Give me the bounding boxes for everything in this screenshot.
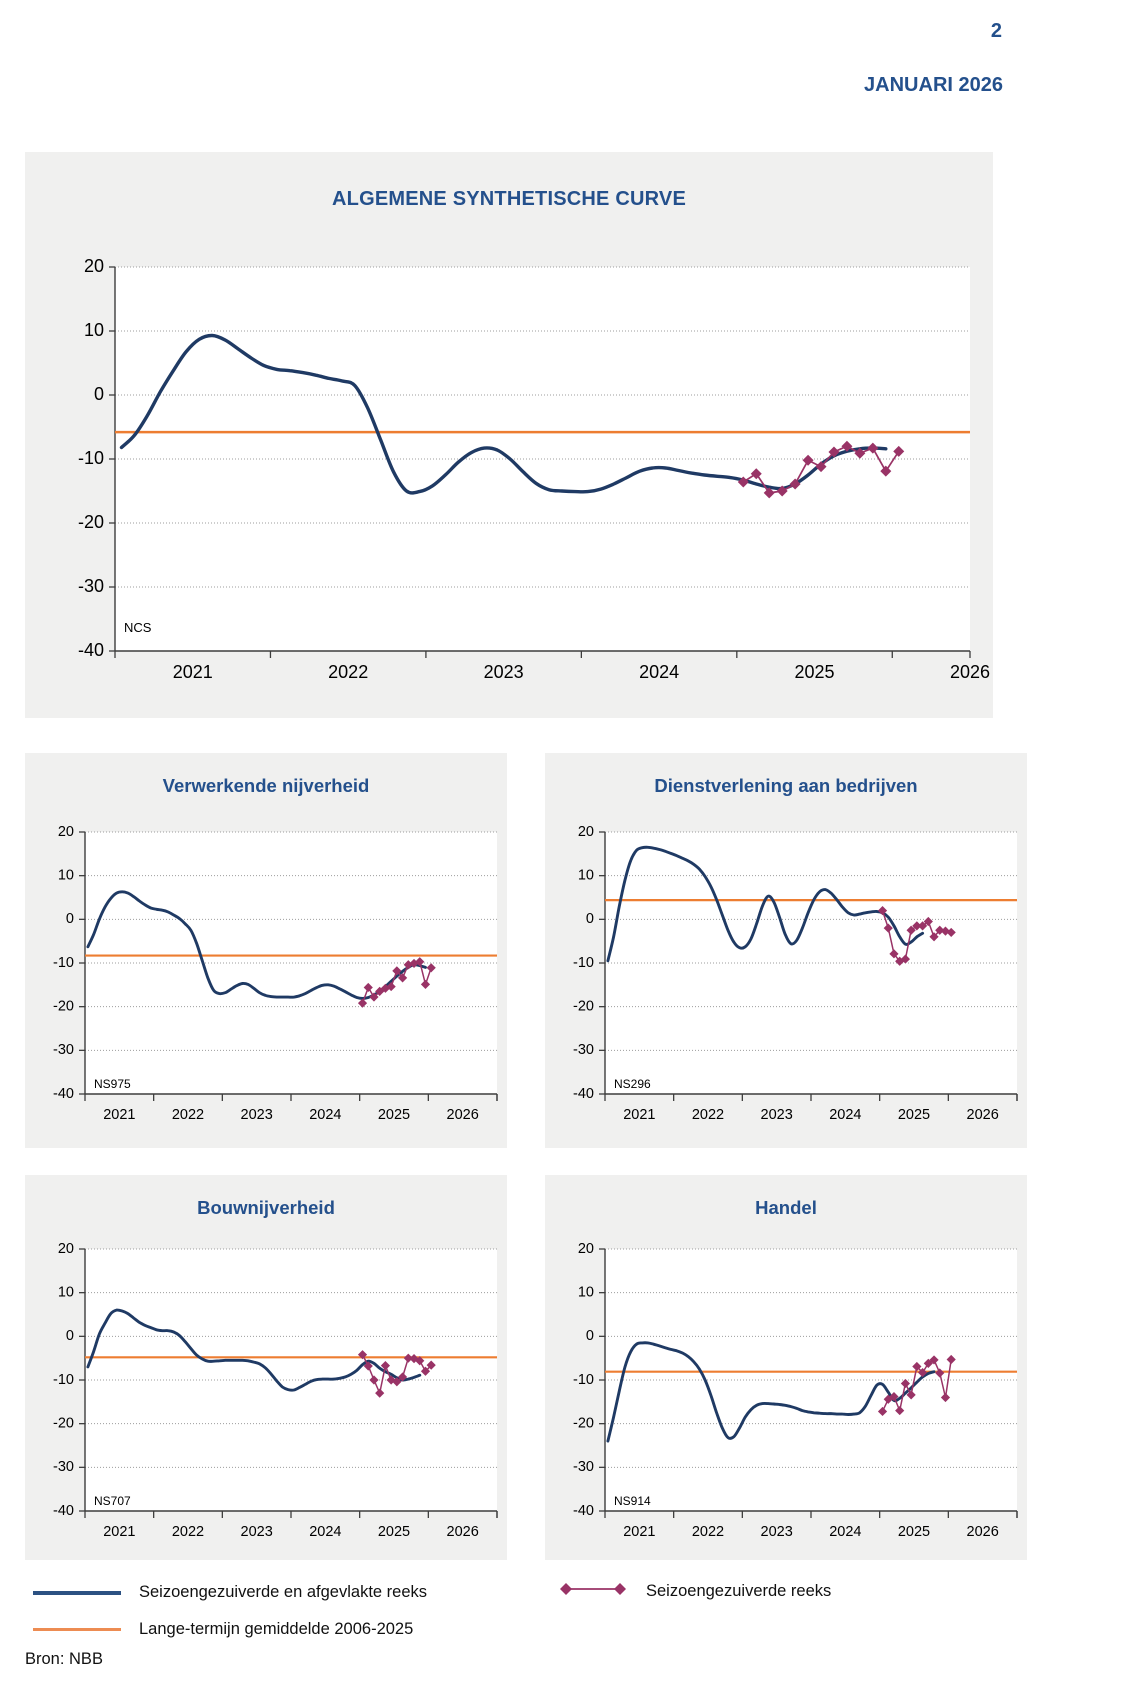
svg-text:2021: 2021 (103, 1524, 136, 1540)
chart-panel-diensten (545, 753, 1027, 1148)
svg-text:0: 0 (65, 911, 74, 928)
svg-text:20: 20 (577, 823, 594, 840)
chart-title-bouw: Bouwnijverheid (197, 1197, 335, 1218)
legend-label-seasonal: Seizoengezuiverde reeks (646, 1582, 832, 1600)
svg-text:10: 10 (57, 867, 74, 884)
svg-text:-30: -30 (573, 1042, 594, 1059)
chart-panel-ncs (25, 152, 993, 718)
source-note: Bron: NBB (25, 1650, 103, 1668)
svg-text:-40: -40 (77, 639, 104, 660)
chart-panel-handel (545, 1175, 1027, 1560)
svg-text:2021: 2021 (103, 1107, 136, 1123)
svg-text:-10: -10 (53, 1371, 74, 1388)
svg-text:-10: -10 (573, 1371, 594, 1388)
svg-text:2026: 2026 (446, 1107, 479, 1123)
svg-text:-20: -20 (53, 1415, 74, 1432)
svg-text:2025: 2025 (794, 662, 835, 682)
svg-text:-10: -10 (77, 447, 104, 468)
svg-text:2022: 2022 (171, 1107, 205, 1123)
chart-panel-verwerkende (25, 753, 507, 1148)
svg-text:-40: -40 (573, 1502, 594, 1519)
svg-text:2026: 2026 (966, 1107, 999, 1123)
svg-text:2022: 2022 (328, 662, 369, 682)
svg-text:2022: 2022 (691, 1524, 725, 1540)
svg-text:-40: -40 (573, 1085, 594, 1102)
svg-text:2025: 2025 (377, 1107, 411, 1123)
longterm-line-swatch (33, 1628, 121, 1631)
svg-text:2024: 2024 (309, 1107, 342, 1123)
svg-text:0: 0 (93, 383, 104, 404)
svg-text:2026: 2026 (966, 1524, 999, 1540)
svg-text:2024: 2024 (639, 662, 680, 682)
svg-text:-10: -10 (53, 954, 74, 971)
svg-text:NS707: NS707 (94, 1494, 131, 1508)
chart-title-diensten: Dienstverlening aan bedrijven (654, 775, 918, 796)
svg-text:2025: 2025 (897, 1524, 931, 1540)
svg-text:20: 20 (83, 255, 104, 276)
svg-text:10: 10 (57, 1284, 74, 1301)
svg-text:2022: 2022 (691, 1107, 725, 1123)
svg-text:10: 10 (577, 867, 594, 884)
svg-text:2026: 2026 (446, 1524, 479, 1540)
legend-item-smoothed (33, 1583, 427, 1602)
svg-text:10: 10 (577, 1284, 594, 1301)
chart-panel-bouw (25, 1175, 507, 1560)
legend-item-seasonal (558, 1581, 831, 1602)
svg-text:-30: -30 (53, 1459, 74, 1476)
svg-text:10: 10 (83, 319, 104, 340)
page-number: 2 (990, 20, 1002, 42)
svg-text:-20: -20 (77, 511, 104, 532)
svg-text:20: 20 (577, 1240, 594, 1257)
svg-text:2023: 2023 (483, 662, 524, 682)
svg-text:2024: 2024 (309, 1524, 342, 1540)
chart-verwerkende (25, 753, 507, 1148)
svg-text:NS975: NS975 (94, 1077, 131, 1091)
svg-text:2023: 2023 (760, 1524, 793, 1540)
svg-text:0: 0 (585, 1328, 594, 1345)
seasonal-diamond-line-swatch (558, 1581, 628, 1602)
edition-date: JANUARI 2026 (864, 74, 1003, 96)
svg-text:-30: -30 (53, 1042, 74, 1059)
svg-text:2021: 2021 (623, 1524, 656, 1540)
chart-diensten (545, 753, 1027, 1148)
legend-label-smoothed: Seizoengezuiverde en afgevlakte reeks (139, 1583, 428, 1601)
svg-text:0: 0 (585, 911, 594, 928)
chart-handel (545, 1175, 1027, 1560)
smoothed-line-swatch (33, 1591, 121, 1595)
chart-title-ncs: ALGEMENE SYNTHETISCHE CURVE (332, 188, 686, 210)
svg-text:-20: -20 (53, 998, 74, 1015)
legend-item-longterm (33, 1620, 413, 1639)
chart-bouw (25, 1175, 507, 1560)
svg-text:2023: 2023 (240, 1524, 273, 1540)
svg-text:2021: 2021 (623, 1107, 656, 1123)
svg-text:2021: 2021 (172, 662, 213, 682)
svg-text:NS914: NS914 (614, 1494, 651, 1508)
chart-ncs (25, 152, 993, 718)
svg-text:2025: 2025 (377, 1524, 411, 1540)
svg-text:2022: 2022 (171, 1524, 205, 1540)
chart-title-handel: Handel (755, 1197, 817, 1218)
svg-text:-40: -40 (53, 1085, 74, 1102)
svg-text:-10: -10 (573, 954, 594, 971)
svg-text:-30: -30 (573, 1459, 594, 1476)
legend-label-longterm: Lange-termijn gemiddelde 2006-2025 (139, 1620, 414, 1638)
chart-title-verwerkende: Verwerkende nijverheid (162, 775, 370, 796)
svg-text:-30: -30 (77, 575, 104, 596)
svg-text:20: 20 (57, 1240, 74, 1257)
svg-text:0: 0 (65, 1328, 74, 1345)
svg-text:-20: -20 (573, 998, 594, 1015)
svg-text:2024: 2024 (829, 1107, 862, 1123)
svg-text:-20: -20 (573, 1415, 594, 1432)
svg-text:2026: 2026 (949, 662, 991, 682)
svg-text:-40: -40 (53, 1502, 74, 1519)
svg-text:2025: 2025 (897, 1107, 931, 1123)
svg-text:2023: 2023 (760, 1107, 793, 1123)
svg-text:2023: 2023 (240, 1107, 273, 1123)
svg-text:NS296: NS296 (614, 1077, 651, 1091)
svg-text:20: 20 (57, 823, 74, 840)
svg-text:2024: 2024 (829, 1524, 862, 1540)
svg-text:NCS: NCS (124, 620, 152, 635)
